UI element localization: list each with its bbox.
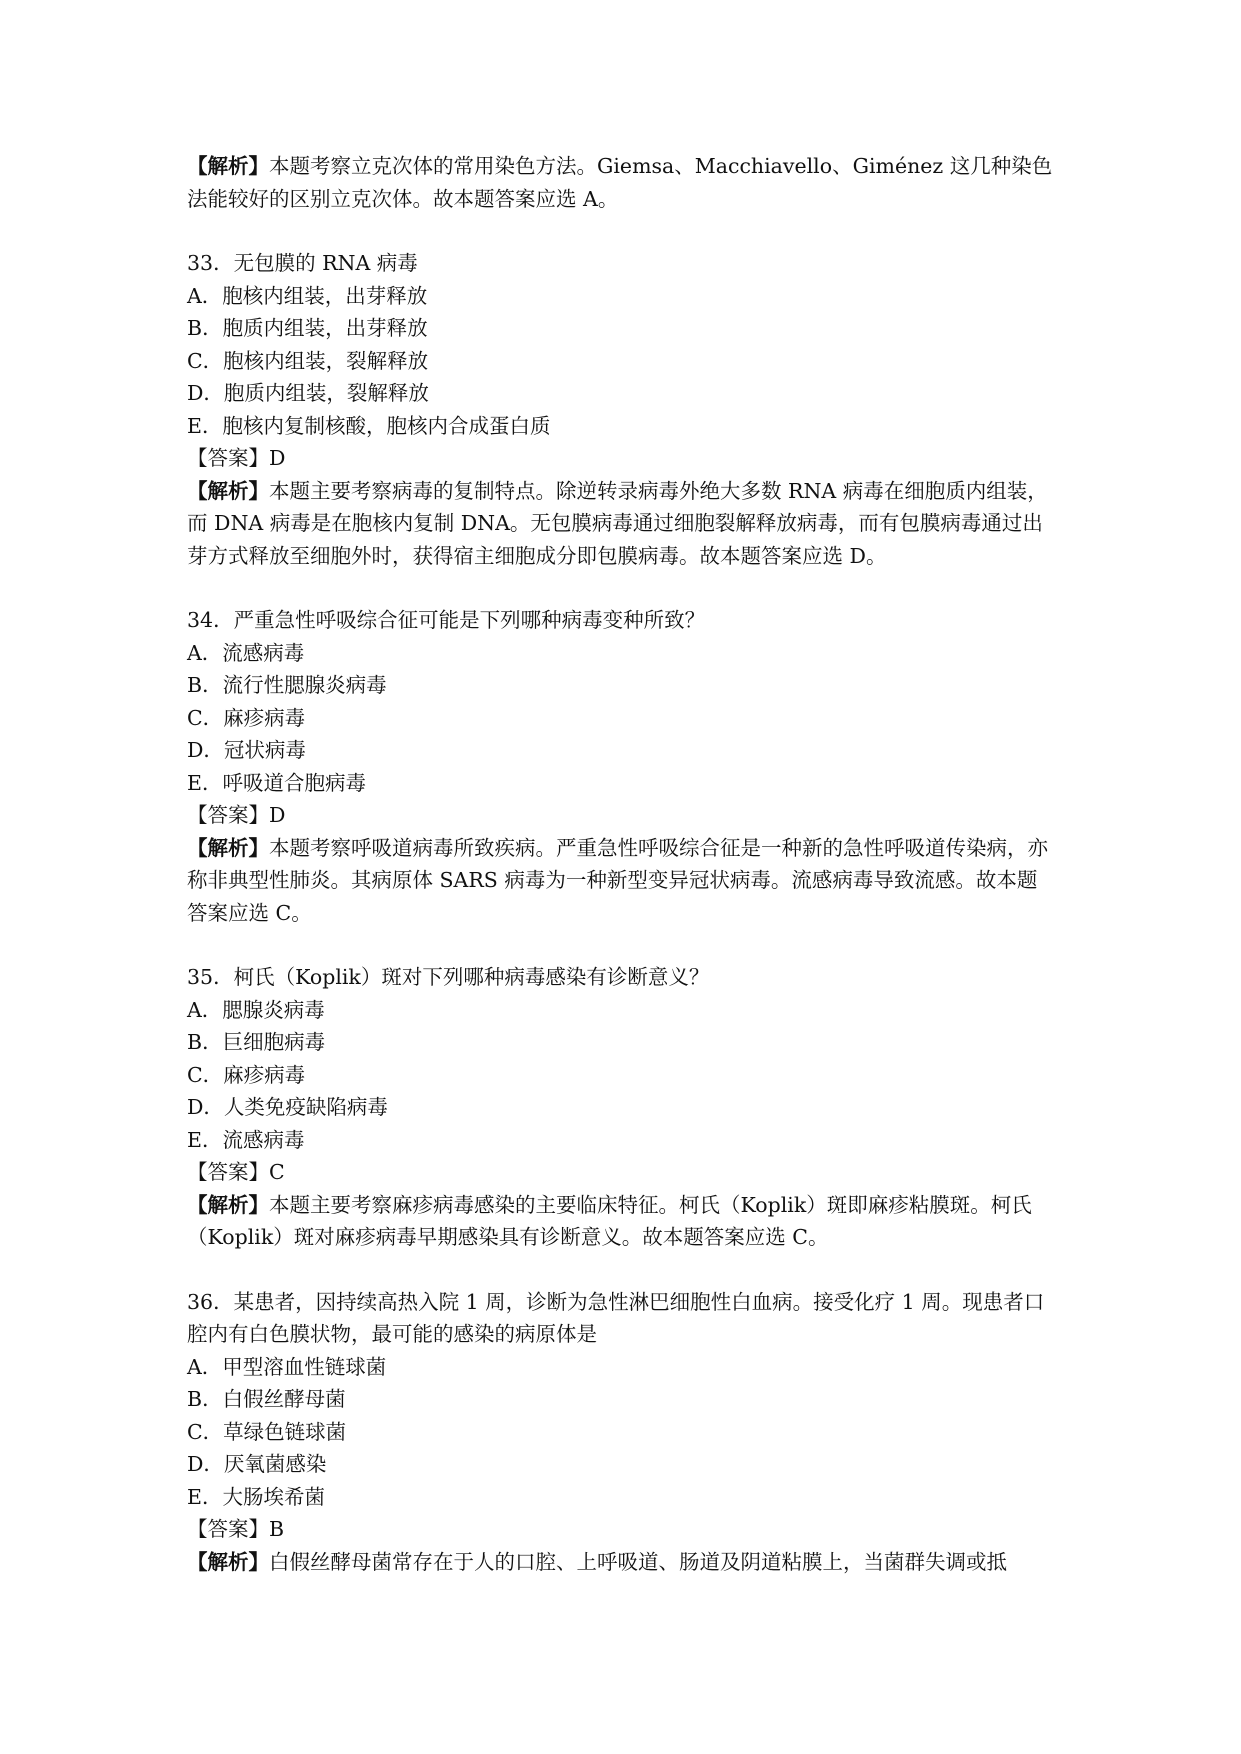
option-c: C．麻疹病毒 xyxy=(187,1062,306,1087)
analysis xyxy=(187,1546,1057,1579)
option-a: A．流感病毒 xyxy=(187,640,305,665)
question-stem: 36．某患者，因持续高热入院 1 周，诊断为急性淋巴细胞性白血病。接受化疗 1 周。现患者口腔内有白色膜状物，最可能的感染的病原体是 xyxy=(187,1289,1045,1346)
option-e: E．呼吸道合胞病毒 xyxy=(187,770,366,795)
option-d: D．厌氧菌感染 xyxy=(187,1452,327,1476)
intro-analysis xyxy=(187,150,1057,215)
analysis xyxy=(187,1189,1057,1254)
option-a: A．胞核内组装，出芽释放 xyxy=(187,283,428,308)
question-34 xyxy=(187,604,1057,929)
answer: 【答案】C xyxy=(187,1160,285,1184)
option-c: C．草绿色链球菌 xyxy=(187,1419,347,1444)
option-a: A．甲型溶血性链球菌 xyxy=(187,1354,387,1379)
analysis-label: 【解析】 xyxy=(187,1549,269,1574)
question-stem: 33．无包膜的 RNA 病毒 xyxy=(187,251,418,275)
option-d: D．冠状病毒 xyxy=(187,738,306,762)
analysis-text: 本题考察呼吸道病毒所致疾病。严重急性呼吸综合征是一种新的急性呼吸道传染病，亦称非典型性肺炎。其病原体 SARS 病毒为一种新型变异冠状病毒。流感病毒导致流感。故本题答案应选 C。 xyxy=(187,835,1048,925)
analysis-text: 白假丝酵母菌常存在于人的口腔、上呼吸道、肠道及阴道粘膜上，当菌群失调或抵 xyxy=(269,1549,1007,1574)
analysis-label: 【解析】 xyxy=(187,154,269,178)
question-36 xyxy=(187,1286,1057,1579)
option-b: B．白假丝酵母菌 xyxy=(187,1387,346,1411)
analysis-text: 本题主要考察麻疹病毒感染的主要临床特征。柯氏（Koplik）斑即麻疹粘膜斑。柯氏（Koplik）斑对麻疹病毒早期感染具有诊断意义。故本题答案应选 C。 xyxy=(187,1192,1032,1249)
spacer xyxy=(187,929,1057,961)
analysis-label: 【解析】 xyxy=(187,478,269,503)
analysis-text: 本题主要考察病毒的复制特点。除逆转录病毒外绝大多数 RNA 病毒在细胞质内组装，而 DNA 病毒是在胞核内复制 DNA。无包膜病毒通过细胞裂解释放病毒，而有包膜病毒通过出芽方式释放至细胞外时，获得宿主细胞成分即包膜病毒。故本题答案应选 D。 xyxy=(187,478,1048,568)
question-stem: 34．严重急性呼吸综合征可能是下列哪种病毒变种所致？ xyxy=(187,608,706,632)
analysis-label: 【解析】 xyxy=(187,835,269,860)
document-page xyxy=(187,150,1057,1578)
question-33 xyxy=(187,247,1057,572)
option-e: E．流感病毒 xyxy=(187,1127,305,1152)
option-b: B．胞质内组装，出芽释放 xyxy=(187,316,428,340)
answer: 【答案】B xyxy=(187,1517,285,1541)
answer: 【答案】D xyxy=(187,803,286,827)
option-b: B．流行性腮腺炎病毒 xyxy=(187,673,387,697)
question-35 xyxy=(187,961,1057,1254)
analysis-text: 本题考察立克次体的常用染色方法。Giemsa、Macchiavello、Giménez 这几种染色法能较好的区别立克次体。故本题答案应选 A。 xyxy=(187,154,1053,211)
option-e: E．胞核内复制核酸，胞核内合成蛋白质 xyxy=(187,413,551,438)
analysis xyxy=(187,832,1057,930)
analysis-label: 【解析】 xyxy=(187,1192,269,1217)
analysis xyxy=(187,475,1057,573)
option-d: D．人类免疫缺陷病毒 xyxy=(187,1095,388,1119)
question-stem: 35．柯氏（Koplik）斑对下列哪种病毒感染有诊断意义？ xyxy=(187,965,710,989)
option-a: A．腮腺炎病毒 xyxy=(187,997,325,1022)
option-c: C．麻疹病毒 xyxy=(187,705,306,730)
option-b: B．巨细胞病毒 xyxy=(187,1030,326,1054)
option-d: D．胞质内组装，裂解释放 xyxy=(187,381,429,405)
option-c: C．胞核内组装，裂解释放 xyxy=(187,348,429,373)
spacer xyxy=(187,215,1057,247)
option-e: E．大肠埃希菌 xyxy=(187,1484,325,1509)
answer: 【答案】D xyxy=(187,446,286,470)
spacer xyxy=(187,572,1057,604)
spacer xyxy=(187,1254,1057,1286)
